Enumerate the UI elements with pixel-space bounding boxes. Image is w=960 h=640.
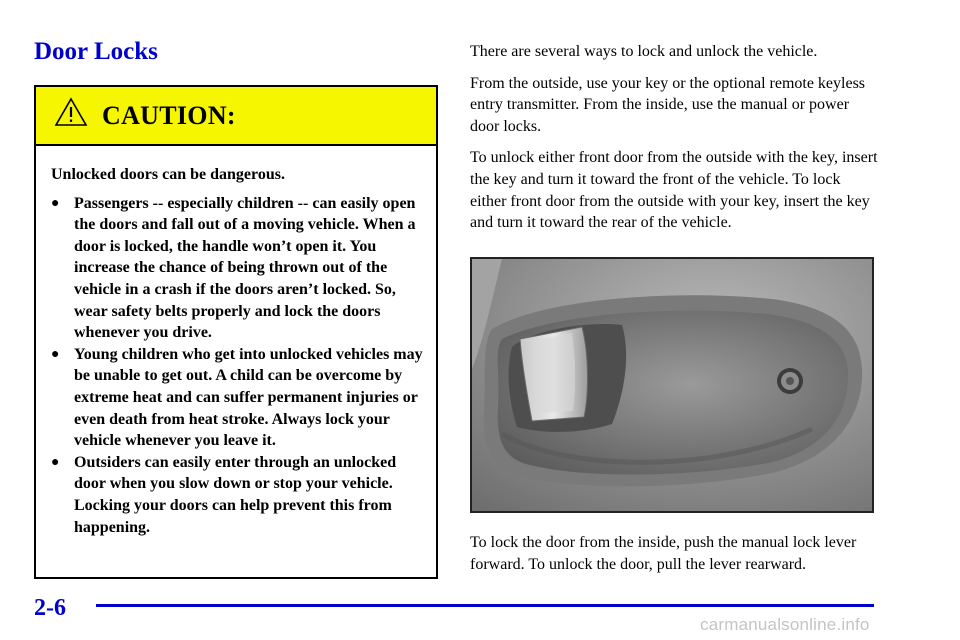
door-handle-photo xyxy=(470,257,874,513)
body-paragraph: From the outside, use your key or the optional remote keyless entry transmitter. From the inside, use the manual or power door locks. xyxy=(470,74,866,135)
body-text-column xyxy=(470,41,880,244)
body-paragraph: There are several ways to lock and unlock the vehicle. xyxy=(470,43,818,60)
body-paragraph: To unlock either front door from the outside with the key, insert the key and turn it toward the front of the vehicle. To lock either front door from the outside with your key, insert the key and turn it toward the rear of the vehicle. xyxy=(470,149,878,232)
figure-caption: To lock the door from the inside, push the manual lock lever forward. To unlock the door, pull the lever rearward. xyxy=(470,534,857,573)
caution-body xyxy=(36,146,436,538)
bullet-dot-icon: ● xyxy=(51,195,60,211)
caution-list-item xyxy=(51,452,424,538)
page-number: 2-6 xyxy=(34,595,66,621)
caution-title: CAUTION: xyxy=(102,100,236,130)
page-heading: Door Locks xyxy=(34,38,158,65)
watermark: carmanualsonline.info xyxy=(700,615,870,634)
caution-box xyxy=(34,85,438,579)
caution-list-item xyxy=(51,193,424,344)
caution-header xyxy=(36,87,436,146)
warning-triangle-icon xyxy=(54,97,88,127)
bullet-dot-icon: ● xyxy=(51,346,60,362)
caution-bullet-text: Passengers -- especially children -- can easily open the doors and fall out of a moving vehicle. When a door is locked, the handle won’t open it. You increase the chance of being thrown out of the vehicle in a crash if the doors aren’t locked. So, wear safety belts properly and lock the doors whenever you drive. xyxy=(74,194,416,342)
caution-list xyxy=(51,193,424,539)
caution-intro: Unlocked doors can be dangerous. xyxy=(51,166,285,183)
caution-list-item xyxy=(51,344,424,452)
caution-bullet-text: Young children who get into unlocked vehicles may be unable to get out. A child can be overcome by extreme heat and can suffer permanent injuries or even death from heat stroke. Always lock your vehicle whenever you leave it. xyxy=(74,345,423,450)
caution-bullet-text: Outsiders can easily enter through an unlocked door when you slow down or stop your vehicle. Locking your doors can help prevent this from happening. xyxy=(74,453,397,536)
footer-rule xyxy=(96,604,874,607)
door-handle-illustration xyxy=(472,259,872,511)
bullet-dot-icon: ● xyxy=(51,454,60,470)
